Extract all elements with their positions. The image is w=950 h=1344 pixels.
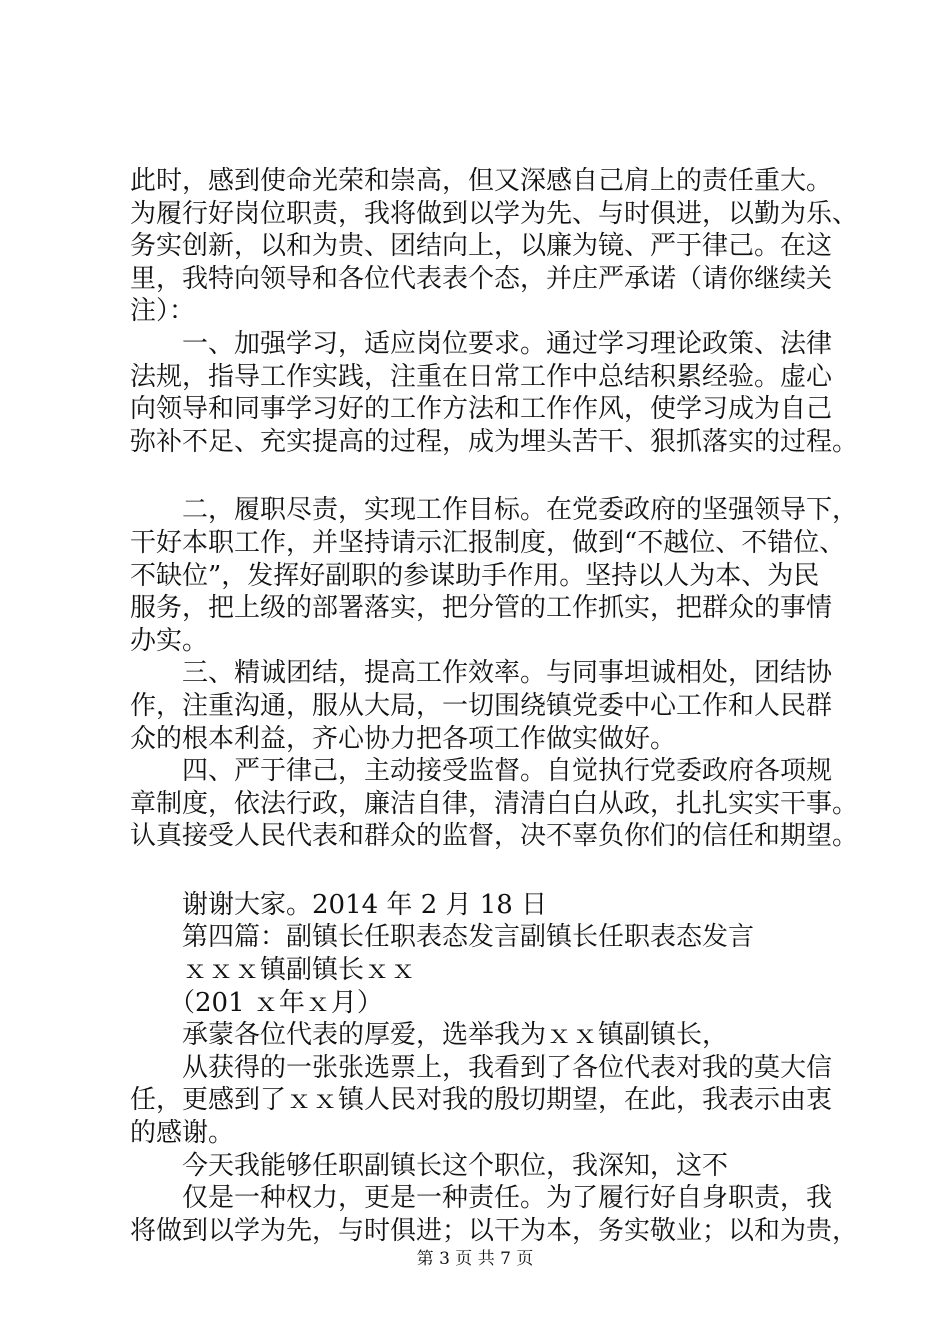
text-line: 四、严于律己，主动接受监督。自觉执行党委政府各项规 bbox=[130, 756, 833, 787]
text-line: 弥补不足、充实提高的过程，成为埋头苦干、狠抓落实的过程。 bbox=[130, 426, 859, 457]
text-line: 将做到以学为先，与时俱进；以干为本，务实敬业；以和为贵， bbox=[130, 1215, 859, 1246]
text-line: 作，注重沟通，服从大局，一切围绕镇党委中心工作和人民群 bbox=[130, 690, 833, 721]
text-line: 里，我特向领导和各位代表表个态，并庄严承诺（请你继续关 bbox=[130, 263, 833, 294]
text-line: （201 ｘ年ｘ月） bbox=[130, 987, 383, 1018]
text-line: 办实。 bbox=[130, 625, 209, 656]
text-line: 承蒙各位代表的厚爱，选举我为ｘｘ镇副镇长， bbox=[130, 1020, 729, 1051]
text-line: 务实创新，以和为贵、团结向上，以廉为镜、严于律己。在这 bbox=[130, 231, 833, 262]
text-line: 不缺位”，发挥好副职的参谋助手作用。坚持以人为本、为民 bbox=[130, 560, 820, 591]
text-line: 三、精诚团结，提高工作效率。与同事坦诚相处，团结协 bbox=[130, 658, 833, 689]
text-line: 二，履职尽责，实现工作目标。在党委政府的坚强领导下， bbox=[130, 495, 859, 526]
text-line: 注）： bbox=[130, 296, 196, 327]
text-line: 今天我能够任职副镇长这个职位，我深知，这不 bbox=[130, 1150, 729, 1181]
text-line: 仅是一种权力，更是一种责任。为了履行好自身职责，我 bbox=[130, 1183, 833, 1214]
text-line: 众的根本利益，齐心协力把各项工作做实做好。 bbox=[130, 723, 677, 754]
text-line: 此时，感到使命光荣和崇高，但又深感自己肩上的责任重大。 bbox=[130, 166, 833, 196]
paragraph-gap bbox=[130, 853, 840, 889]
text-line: 为履行好岗位职责，我将做到以学为先、与时俱进，以勤为乐、 bbox=[130, 198, 859, 229]
text-line: 法规，指导工作实践，注重在日常工作中总结积累经验。虚心 bbox=[130, 361, 833, 392]
text-line: 干好本职工作，并坚持请示汇报制度，做到“不越位、不错位、 bbox=[130, 527, 846, 558]
text-line: 服务，把上级的部署落实，把分管的工作抓实，把群众的事情 bbox=[130, 593, 833, 624]
text-line: 的感谢。 bbox=[130, 1118, 235, 1149]
text-line: 一、加强学习，适应岗位要求。通过学习理论政策、法律 bbox=[130, 328, 833, 359]
page-footer: 第 3 页 共 7 页 bbox=[416, 1249, 534, 1269]
text-line: 向领导和同事学习好的工作方法和工作作风，使学习成为自己 bbox=[130, 394, 833, 425]
text-line: ｘｘｘ镇副镇长ｘｘ bbox=[130, 955, 417, 986]
text-line: 第四篇：副镇长任职表态发言副镇长任职表态发言 bbox=[130, 922, 755, 953]
text-line: 任，更感到了ｘｘ镇人民对我的殷切期望，在此，我表示由衷 bbox=[130, 1085, 833, 1116]
document-body bbox=[130, 165, 859, 1247]
text-line: 从获得的一张张选票上，我看到了各位代表对我的莫大信 bbox=[130, 1052, 833, 1083]
text-line: 认真接受人民代表和群众的监督，决不辜负你们的信任和期望。 bbox=[130, 821, 859, 852]
text-line: 谢谢大家。2014 年 2 月 18 日 bbox=[130, 889, 548, 920]
paragraph-gap bbox=[130, 458, 840, 494]
text-line: 章制度，依法行政，廉洁自律，清清白白从政，扎扎实实干事。 bbox=[130, 788, 859, 819]
